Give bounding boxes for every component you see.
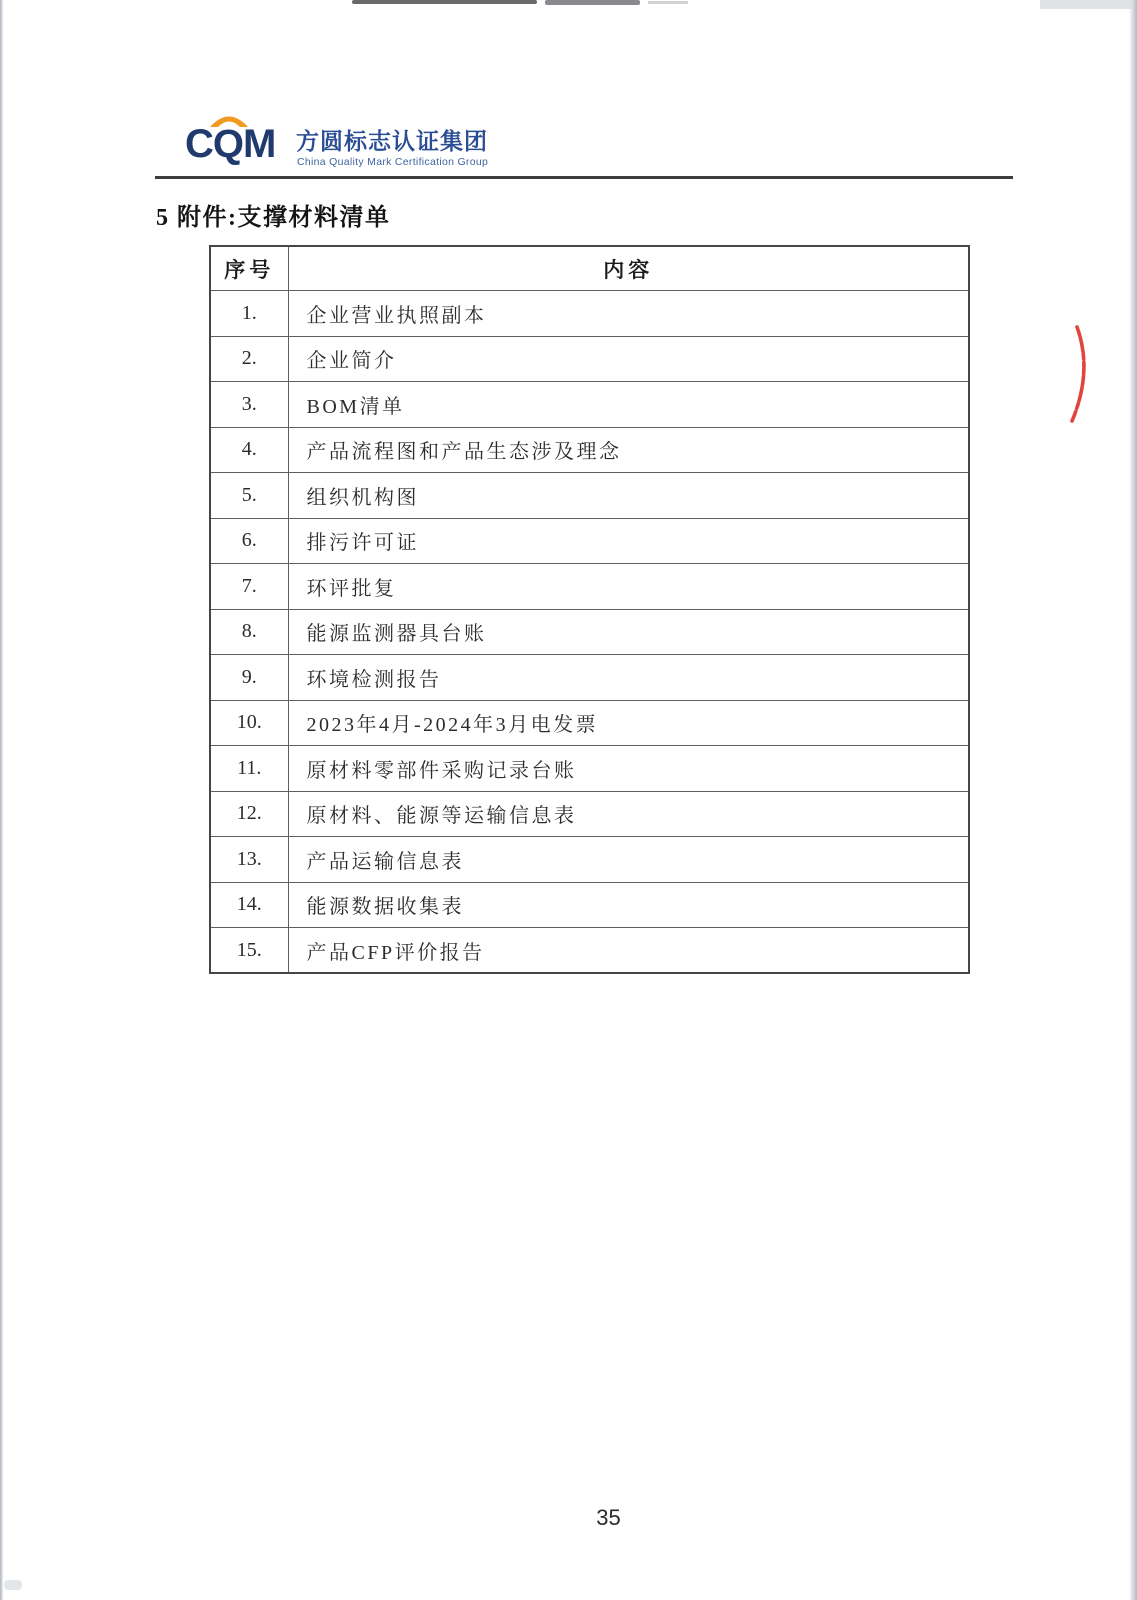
row-number: 7. <box>210 564 288 610</box>
table-row <box>210 382 969 428</box>
table-header-row <box>210 246 969 291</box>
scan-smudge <box>4 1580 22 1590</box>
page-number: 35 <box>596 1505 621 1530</box>
row-content: 产品运输信息表 <box>288 837 969 883</box>
row-content: 企业简介 <box>288 336 969 382</box>
table-row <box>210 473 969 519</box>
table-row <box>210 518 969 564</box>
scan-smudge <box>545 0 640 5</box>
section-heading: 5 附件:支撑材料清单 <box>156 205 391 231</box>
table-row <box>210 746 969 792</box>
row-number: 6. <box>210 518 288 564</box>
row-number: 5. <box>210 473 288 519</box>
row-number: 9. <box>210 655 288 701</box>
row-content: 排污许可证 <box>288 518 969 564</box>
row-content: 原材料、能源等运输信息表 <box>288 791 969 837</box>
table-row <box>210 609 969 655</box>
logo-name-chinese: 方圆标志认证集团 <box>296 128 488 154</box>
row-number: 10. <box>210 700 288 746</box>
table-row <box>210 336 969 382</box>
materials-table-body <box>210 291 969 974</box>
row-content: BOM清单 <box>288 382 969 428</box>
column-header-no: 序号 <box>210 246 288 291</box>
column-header-content: 内容 <box>288 246 969 291</box>
row-content: 企业营业执照副本 <box>288 291 969 337</box>
scan-edge-left <box>0 0 3 1600</box>
scan-smudge <box>648 1 688 4</box>
row-number: 3. <box>210 382 288 428</box>
table-row <box>210 882 969 928</box>
red-stamp-edge-mark <box>1060 321 1100 427</box>
row-number: 2. <box>210 336 288 382</box>
table-row <box>210 427 969 473</box>
logo-name-english: China Quality Mark Certification Group <box>297 156 489 168</box>
row-content: 产品CFP评价报告 <box>288 928 969 974</box>
row-number: 13. <box>210 837 288 883</box>
row-number: 4. <box>210 427 288 473</box>
row-content: 环境检测报告 <box>288 655 969 701</box>
table-row <box>210 564 969 610</box>
row-number: 15. <box>210 928 288 974</box>
logo-wordmark: CQM <box>185 122 276 166</box>
table-row <box>210 837 969 883</box>
row-content: 组织机构图 <box>288 473 969 519</box>
row-number: 12. <box>210 791 288 837</box>
row-content: 能源数据收集表 <box>288 882 969 928</box>
table-row <box>210 791 969 837</box>
row-content: 产品流程图和产品生态涉及理念 <box>288 427 969 473</box>
row-content: 2023年4月-2024年3月电发票 <box>288 700 969 746</box>
table-row <box>210 700 969 746</box>
row-content: 能源监测器具台账 <box>288 609 969 655</box>
scan-smudge <box>352 0 537 4</box>
row-content: 环评批复 <box>288 564 969 610</box>
row-number: 8. <box>210 609 288 655</box>
row-number: 11. <box>210 746 288 792</box>
scan-smudge <box>1040 0 1132 9</box>
scan-edge-right <box>1130 0 1137 1600</box>
table-row <box>210 655 969 701</box>
row-number: 1. <box>210 291 288 337</box>
header-divider <box>155 176 1013 179</box>
supporting-materials-table <box>209 245 970 974</box>
row-content: 原材料零部件采购记录台账 <box>288 746 969 792</box>
row-number: 14. <box>210 882 288 928</box>
table-row <box>210 928 969 974</box>
table-row <box>210 291 969 337</box>
